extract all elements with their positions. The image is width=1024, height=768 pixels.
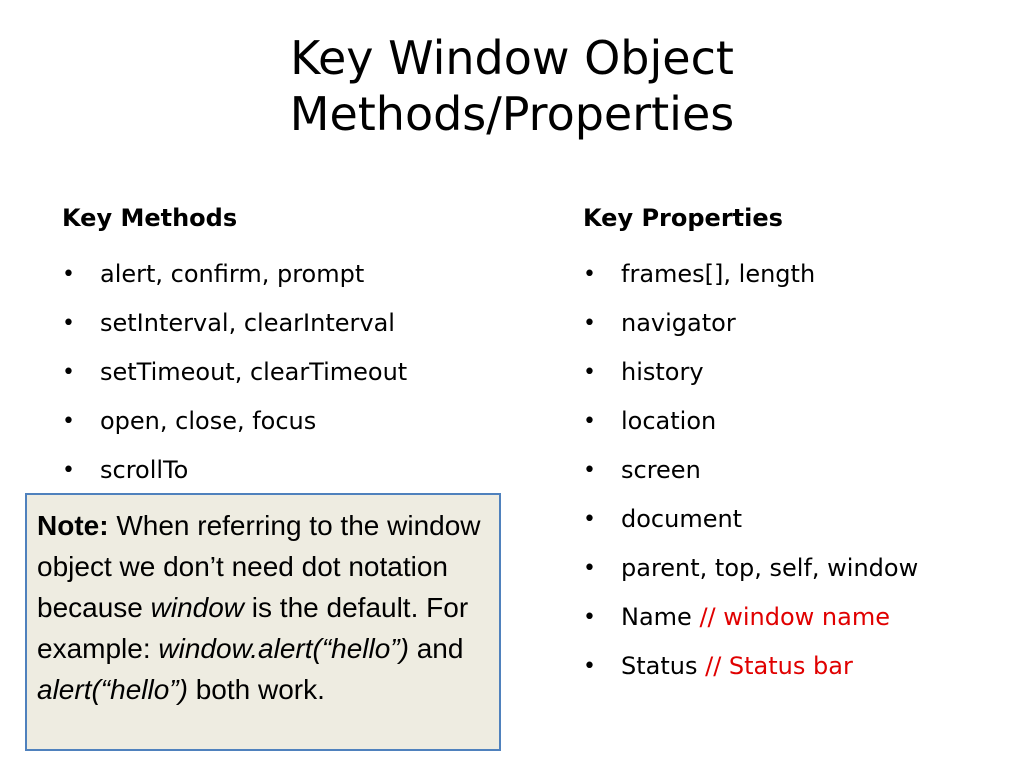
bullet-icon: • (62, 360, 75, 385)
properties-list-item (583, 348, 1003, 397)
methods-list (62, 250, 502, 495)
properties-column (583, 198, 1003, 691)
bullet-icon: • (583, 556, 596, 581)
properties-list-item (583, 397, 1003, 446)
properties-list (583, 250, 1003, 691)
properties-list-item (583, 544, 1003, 593)
methods-list-item (62, 397, 502, 446)
bullet-icon: • (583, 360, 596, 385)
bullet-icon: • (583, 409, 596, 434)
methods-list-item (62, 250, 502, 299)
properties-item-text: location (621, 407, 717, 435)
properties-item-text: frames[], length (621, 260, 816, 288)
bullet-icon: • (62, 458, 75, 483)
properties-list-item (583, 495, 1003, 544)
properties-item-text: history (621, 358, 704, 386)
properties-list-item (583, 642, 1003, 691)
note-italic-window: window (150, 592, 245, 623)
properties-list-item (583, 446, 1003, 495)
bullet-icon: • (583, 458, 596, 483)
bullet-icon: • (583, 311, 596, 336)
bullet-icon: • (583, 605, 596, 630)
properties-item-text: screen (621, 456, 701, 484)
note-text: both work. (187, 674, 325, 705)
properties-item-comment: // window name (699, 603, 890, 631)
properties-item-text: Name (621, 603, 700, 631)
properties-list-item (583, 593, 1003, 642)
methods-item-text: setInterval, clearInterval (100, 309, 395, 337)
note-text: is the default. For example: (37, 592, 469, 664)
bullet-icon: • (583, 654, 596, 679)
note-box (25, 493, 501, 751)
methods-heading: Key Methods (62, 204, 238, 232)
methods-item-text: setTimeout, clearTimeout (100, 358, 408, 386)
methods-item-text: open, close, focus (100, 407, 317, 435)
methods-list-item (62, 299, 502, 348)
methods-column (62, 198, 502, 495)
bullet-icon: • (62, 409, 75, 434)
note-label: Note: (37, 510, 109, 541)
methods-item-text: alert, confirm, prompt (100, 260, 365, 288)
note-text: and (408, 633, 464, 664)
methods-list-item (62, 348, 502, 397)
properties-heading: Key Properties (583, 204, 783, 232)
note-italic-alert: alert(“hello”) (37, 674, 188, 705)
methods-item-text: scrollTo (100, 456, 189, 484)
bullet-icon: • (62, 262, 75, 287)
methods-list-item (62, 446, 502, 495)
properties-item-text: parent, top, self, window (621, 554, 919, 582)
bullet-icon: • (583, 507, 596, 532)
note-italic-window-alert: window.alert(“hello”) (158, 633, 409, 664)
slide-title-line-1: Key Window Object (290, 31, 734, 85)
properties-item-text: Status (621, 652, 706, 680)
properties-item-comment: // Status bar (705, 652, 853, 680)
bullet-icon: • (583, 262, 596, 287)
properties-item-text: document (621, 505, 743, 533)
slide-title (0, 30, 1024, 142)
properties-list-item (583, 299, 1003, 348)
bullet-icon: • (62, 311, 75, 336)
properties-item-text: navigator (621, 309, 736, 337)
properties-list-item (583, 250, 1003, 299)
slide-title-line-2: Methods/Properties (289, 87, 735, 141)
note-text: When referring to the window object we don’t need dot notation because (37, 510, 481, 623)
